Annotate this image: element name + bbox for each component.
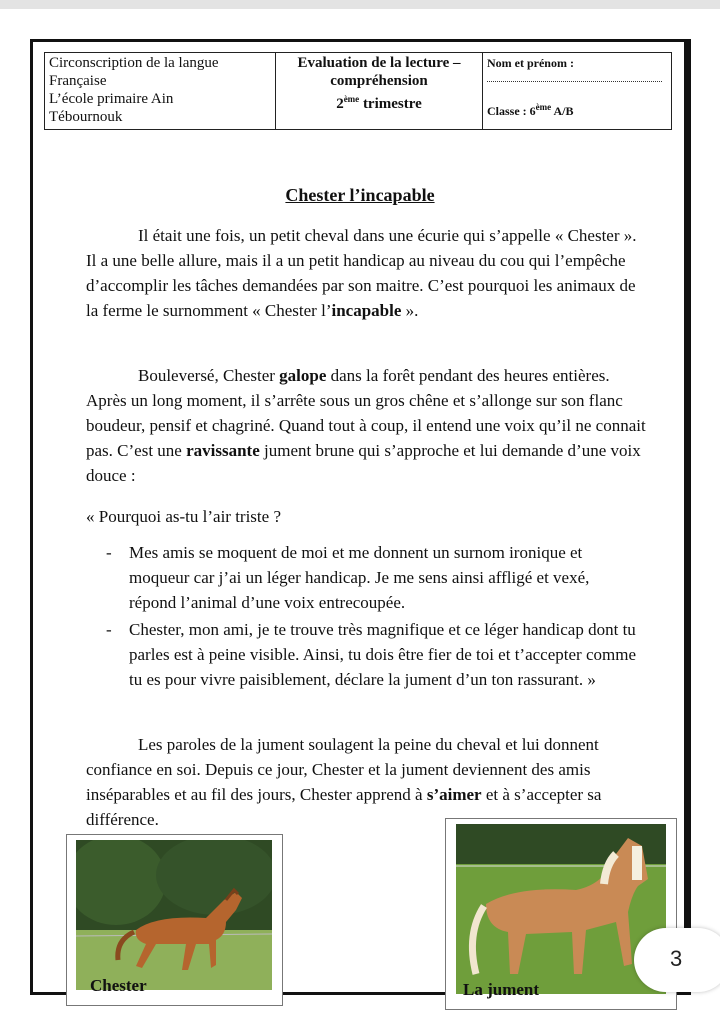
p2-text-c: jument brune qui s’approche et lui demande d’une voix douce :	[86, 441, 641, 485]
p2-text-a: Bouleversé, Chester	[138, 366, 280, 385]
name-label: Nom et prénom :	[487, 56, 574, 70]
class-sup: ème	[535, 102, 552, 112]
dash-2: -	[106, 620, 112, 639]
trimestre-sup: ème	[343, 94, 360, 104]
chester-horse-image	[76, 840, 272, 990]
frame-shadow-right	[687, 39, 691, 995]
p1-end: ».	[401, 301, 419, 320]
paragraph-2	[86, 363, 646, 488]
reply-1-text: Mes amis se moquent de moi et me donnent un surnom ironique et moqueur car j’ai un léger handicap. Je me sens ainsi affligé et vexé, répond l’animal d’une voix entrecoupée.	[129, 543, 590, 612]
evaluation-title	[276, 53, 483, 130]
mare-caption: La jument	[463, 980, 540, 999]
page-number: 3	[670, 946, 683, 971]
class-label	[487, 98, 667, 120]
evaluation-line-1: Evaluation de la lecture –	[297, 55, 461, 71]
trimestre-word: trimestre	[359, 96, 422, 112]
question-line: « Pourquoi as-tu l’air triste ?	[86, 507, 281, 526]
class-value: A/B	[551, 104, 574, 118]
school-info	[45, 53, 276, 130]
trimestre	[280, 90, 478, 113]
p3-bold: s’aimer	[426, 785, 482, 804]
evaluation-line-2: compréhension	[330, 73, 428, 89]
dialog-reply-1	[106, 540, 636, 615]
top-bar	[0, 0, 720, 9]
p2-bold-2: ravissante	[186, 441, 260, 460]
p3-text-a: Les paroles de la jument soulagent la peine du cheval et lui donnent confiance en soi. Depuis ce jour, Chester et la jument deviennent des amis inséparables et au fil des jours, Chester apprend à	[86, 735, 599, 804]
p1-text: Il était une fois, un petit cheval dans une écurie qui s’appelle « Chester ». Il a une belle allure, mais il a un petit handicap au niveau du cou qui l’empêche d’accomplir les tâches demandées par son maitre. C’est pourquoi les animaux de la ferme le surnomment « Chester l’	[86, 226, 637, 320]
school-line-4: Tébournouk	[49, 109, 123, 125]
student-info	[483, 53, 672, 130]
page-number-badge	[634, 928, 720, 992]
p3-text-b: et à s’accepter sa différence.	[86, 785, 602, 829]
p2-bold-1: galope	[279, 366, 327, 385]
name-field[interactable]	[487, 73, 662, 82]
header-table	[44, 52, 672, 130]
p1-bold: incapable	[331, 301, 402, 320]
paragraph-1	[86, 223, 646, 323]
dialog-reply-2	[106, 617, 636, 692]
paragraph-3	[86, 732, 646, 832]
reply-2-text: Chester, mon ami, je te trouve très magnifique et ce léger handicap dont tu parles est à peine visible. Ainsi, tu dois être fier de toi et t’accepter comme tu es pour vivre paisiblement, déclare la jument d’un ton rassurant. »	[129, 620, 636, 689]
school-line-2: Française	[49, 73, 107, 89]
class-text: Classe : 6	[487, 104, 536, 118]
school-line-1: Circonscription de la langue	[49, 55, 219, 71]
p2-text-b: dans la forêt pendant des heures entières. Après un long moment, il s’arrête sous un gros chêne et s’allonge sur son flanc boudeur, pensif et chagriné. Quand tout à coup, il entend une voix qu’il ne connait pas. C’est une	[86, 366, 646, 460]
dash-1: -	[106, 543, 112, 562]
story-title: Chester l’incapable	[285, 185, 435, 205]
chester-caption: Chester	[90, 976, 147, 995]
trimestre-number: 2	[336, 96, 344, 112]
school-line-3: L’école primaire Ain	[49, 91, 174, 107]
